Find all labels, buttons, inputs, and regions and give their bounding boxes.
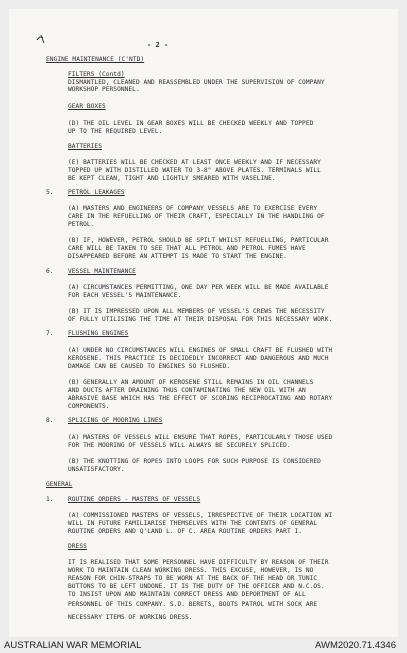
- subsection-heading: BATTERIES: [68, 143, 102, 150]
- text-line: NECESSARY ITEMS OF WORKING DRESS.: [68, 614, 193, 621]
- subsection-heading: VESSEL MAINTENANCE: [68, 268, 136, 275]
- text-line: AND DUCTS AFTER DRAINING THUS CONTAMINATING THE NEW OIL WITH AN: [68, 387, 306, 394]
- text-line: PERSONNEL OF THIS COMPANY. S.D. BERETS, BOOTS PATROL WITH SOCK ARE: [68, 601, 318, 608]
- text-line: OF FULLY UTILISING THE TIME AT THEIR DISPOSAL FOR THIS NECESSARY WORK.: [68, 316, 333, 323]
- text-line: WILL IN FUTURE FAMILIARISE THEMSELVES WITH THE CONTENTS OF GENERAL: [68, 520, 318, 527]
- subsection-heading: FILTERS (Contd): [68, 71, 125, 78]
- text-line: (B) IT IS IMPRESSED UPON ALL MEMBERS OF VESSEL'S CREWS THE NECESSITY: [68, 308, 325, 315]
- text-line: BUTTONS TO BE LEFT UNDONE. IT IS THE DUTY OF THE OFFICER AND N.C.OS.: [68, 583, 325, 590]
- text-line: IT IS REALISED THAT SOME PERSONNEL HAVE DIFFICULTY BY REASON OF THEIR: [68, 559, 329, 566]
- footer-bar: [0, 637, 407, 653]
- text-line: DAMAGE CAN BE CAUSED TO ENGINES SO FLUSHED.: [68, 363, 231, 370]
- text-line: (A) MASTERS AND ENGINEERS OF COMPANY VESSELS ARE TO EXERCISE EVERY: [68, 205, 318, 212]
- subsection-heading: DRESS: [68, 543, 87, 550]
- text-line: FOR THE MOORING OF VESSELS WILL ALWAYS BE SECURELY SPLICED.: [68, 442, 291, 449]
- subsection-heading: SPLICING OF MOORING LINES: [68, 417, 163, 424]
- section-number: 8.: [46, 417, 54, 424]
- subsection-heading: FLUSHING ENGINES: [68, 330, 129, 337]
- text-line: (E) BATTERIES WILL BE CHECKED AT LEAST ONCE WEEKLY AND IF NECESSARY: [68, 159, 321, 166]
- text-line: KEROSENE. THIS PRACTICE IS DECIDEDLY INCORRECT AND DANGEROUS AND MUCH: [68, 355, 329, 362]
- pen-mark-icon: [36, 34, 48, 44]
- text-line: (B) THE KNOTTING OF ROPES INTO LOOPS FOR SUCH PURPOSE IS CONSIDERED: [68, 458, 321, 465]
- text-line: (A) COMMISSIONED MASTERS OF VESSELS, IRRESPECTIVE OF THEIR LOCATION WI: [68, 512, 333, 519]
- text-line: DISAPPEARED BEFORE AN ATTEMPT IS MADE TO START THE ENGINE.: [68, 253, 287, 260]
- text-line: CARE WILL BE TAKEN TO SEE THAT ALL PETROL AND PETROL FUMES HAVE: [68, 245, 306, 252]
- text-line: WORK TO MAINTAIN CLEAN WORKING DRESS. THIS EXCUSE, HOWEVER, IS NO: [68, 567, 314, 574]
- text-line: ABRASIVE BASE WHICH HAS THE EFFECT OF SCORING RECIPROCATING AND ROTARY: [68, 395, 333, 402]
- text-line: UP TO THE REQUIRED LEVEL.: [68, 128, 163, 135]
- section-heading: GENERAL: [46, 481, 73, 488]
- subsection-heading: ROUTINE ORDERS - MASTERS OF VESSELS: [68, 496, 201, 503]
- text-line: COMPONENTS.: [68, 403, 110, 410]
- text-line: (A) CIRCUMSTANCES PERMITTING, ONE DAY PER WEEK WILL BE MADE AVAILABLE: [68, 284, 329, 291]
- subsection-heading: PETROL LEAKAGES: [68, 189, 125, 196]
- text-line: TO INSIST UPON AND MAINTAIN CORRECT DRESS AND DEPORTMENT OF ALL: [68, 591, 306, 598]
- text-line: PETROL.: [68, 221, 95, 228]
- text-line: WORKSHOP PERSONNEL.: [68, 86, 140, 93]
- text-line: FOR EACH VESSEL'S MAINTENANCE.: [68, 292, 182, 299]
- section-number: 6.: [46, 268, 54, 275]
- text-line: (A) UNDER NO CIRCUMSTANCES WILL ENGINES OF SMALL CRAFT BE FLUSHED WITH: [68, 347, 333, 354]
- footer-source-label: AUSTRALIAN WAR MEMORIAL: [4, 640, 142, 651]
- text-line: BE KEPT CLEAN, TIGHT AND LIGHTLY SMEARED WITH VASELINE.: [68, 175, 276, 182]
- section-number: 1.: [46, 496, 54, 503]
- section-number: 7.: [46, 330, 54, 337]
- text-line: (B) IF, HOWEVER, PETROL SHOULD BE SPILT WHILST REFUELLING, PARTICULAR: [68, 237, 329, 244]
- section-heading: ENGINE MAINTENANCE (C'NTD): [46, 56, 145, 63]
- text-line: TOPPED UP WITH DISTILLED WATER TO 3-8" ABOVE PLATES. TERMINALS WILL: [68, 167, 321, 174]
- text-line: (D) THE OIL LEVEL IN GEAR BOXES WILL BE CHECKED WEEKLY AND TOPPED: [68, 120, 314, 127]
- subsection-heading: GEAR BOXES: [68, 103, 106, 110]
- footer-accession-number: AWM2020.71.4346: [315, 640, 396, 651]
- text-line: DISMANTLED, CLEANED AND REASSEMBLED UNDER THE SUPERVISION OF COMPANY: [68, 79, 325, 86]
- page-number: - 2 -: [147, 41, 169, 49]
- text-line: (A) MASTERS OF VESSELS WILL ENSURE THAT ROPES, PARTICULARLY THOSE USED: [68, 434, 333, 441]
- text-line: (B) GENERALLY AN AMOUNT OF KEROSENE STILL REMAINS IN OIL CHANNELS: [68, 379, 314, 386]
- text-line: CARE IN THE REFUELLING OF THEIR CRAFT, ESPECIALLY IN THE HANDLING OF: [68, 213, 325, 220]
- section-number: 5.: [46, 189, 54, 196]
- text-line: REASON FOR CHIN-STRAPS TO BE WORN AT THE BACK OF THE HEAD OR TUNIC: [68, 575, 318, 582]
- text-line: UNSATISFACTORY.: [68, 466, 125, 473]
- text-line: ROUTINE ORDERS AND Q'LAND L. OF C. AREA ROUTINE ORDERS PART I.: [68, 528, 303, 535]
